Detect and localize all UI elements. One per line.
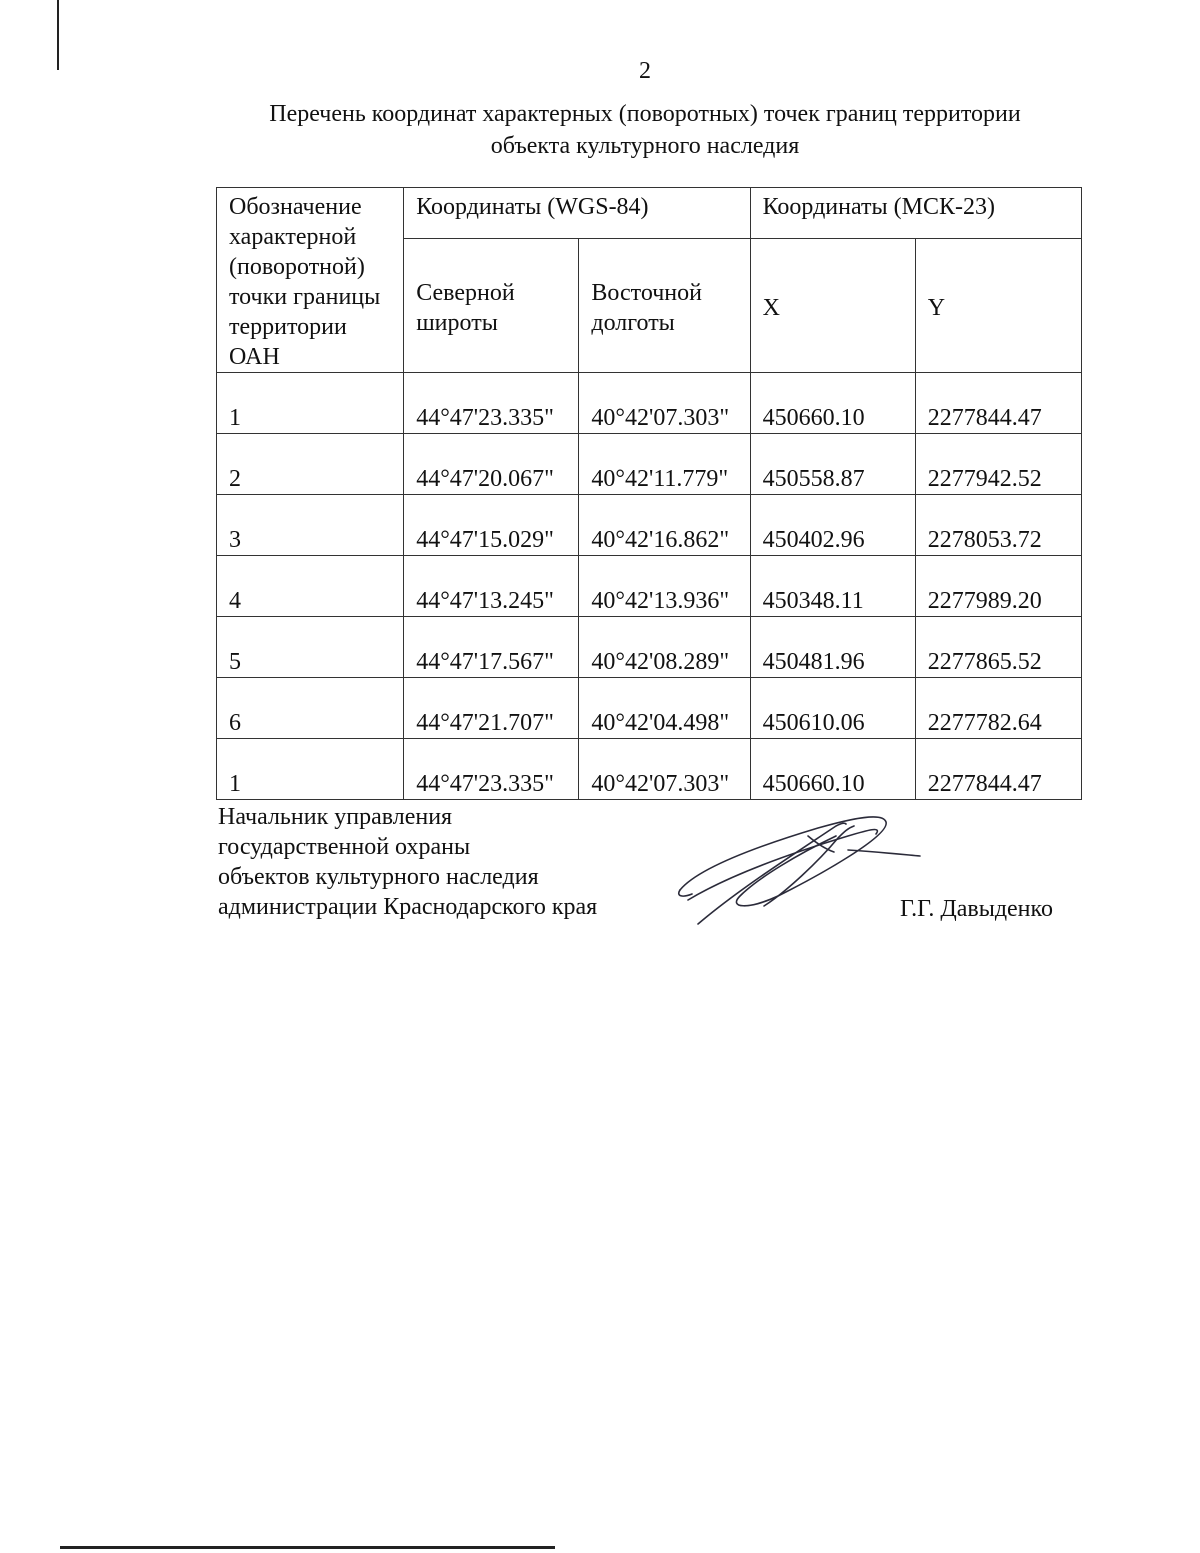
- cell-point: 3: [217, 495, 404, 556]
- cell-point: 1: [217, 739, 404, 800]
- table-row: [217, 373, 1082, 434]
- cell-point: 5: [217, 617, 404, 678]
- cell-x: 450610.06: [750, 678, 915, 739]
- table-row: [217, 678, 1082, 739]
- cell-north: 44°47'23.335": [404, 373, 579, 434]
- cell-x: 450660.10: [750, 373, 915, 434]
- cell-north: 44°47'20.067": [404, 434, 579, 495]
- document-title-line-2: объекта культурного наследия: [490, 133, 800, 159]
- cell-north: 44°47'15.029": [404, 495, 579, 556]
- cell-point: 4: [217, 556, 404, 617]
- document-title-line-1: Перечень координат характерных (поворотных) точек границ территории: [269, 101, 1021, 127]
- cell-east: 40°42'08.289": [579, 617, 750, 678]
- document-title: [180, 98, 1110, 162]
- header-wgs84: Координаты (WGS-84): [404, 188, 750, 239]
- cell-y: 2277782.64: [915, 678, 1081, 739]
- table-row: [217, 739, 1082, 800]
- cell-point: 1: [217, 373, 404, 434]
- cell-y: 2277942.52: [915, 434, 1081, 495]
- signer-position-line: администрации Краснодарского края: [218, 894, 598, 920]
- cell-x: 450348.11: [750, 556, 915, 617]
- signer-name: Г.Г. Давыденко: [900, 896, 1053, 922]
- subheader-y: Y: [915, 239, 1081, 373]
- cell-point: 2: [217, 434, 404, 495]
- cell-east: 40°42'07.303": [579, 373, 750, 434]
- cell-x: 450481.96: [750, 617, 915, 678]
- cell-y: 2278053.72: [915, 495, 1081, 556]
- coordinates-table: [216, 187, 1082, 800]
- subheader-north-latitude: Северной широты: [404, 239, 579, 373]
- subheader-east-longitude: Восточной долготы: [579, 239, 750, 373]
- signer-position: [218, 802, 678, 922]
- cell-x: 450402.96: [750, 495, 915, 556]
- cell-x: 450660.10: [750, 739, 915, 800]
- cell-point: 6: [217, 678, 404, 739]
- cell-y: 2277989.20: [915, 556, 1081, 617]
- handwritten-signature: [668, 806, 928, 936]
- table-row: [217, 495, 1082, 556]
- table-header-row: [217, 188, 1082, 239]
- cell-east: 40°42'16.862": [579, 495, 750, 556]
- cell-east: 40°42'11.779": [579, 434, 750, 495]
- header-msk23: Координаты (МСК-23): [750, 188, 1081, 239]
- table-row: [217, 434, 1082, 495]
- subheader-x: X: [750, 239, 915, 373]
- signer-position-line: объектов культурного наследия: [218, 864, 539, 890]
- page-number: 2: [639, 58, 651, 84]
- cell-north: 44°47'23.335": [404, 739, 579, 800]
- table-row: [217, 617, 1082, 678]
- cell-y: 2277865.52: [915, 617, 1081, 678]
- cell-x: 450558.87: [750, 434, 915, 495]
- cell-east: 40°42'07.303": [579, 739, 750, 800]
- cell-east: 40°42'04.498": [579, 678, 750, 739]
- cell-y: 2277844.47: [915, 373, 1081, 434]
- cell-north: 44°47'21.707": [404, 678, 579, 739]
- table-row: [217, 556, 1082, 617]
- signer-position-line: Начальник управления: [218, 804, 453, 830]
- scan-edge-bottom: [60, 1546, 555, 1549]
- header-point-designation: Обозначение характерной (поворотной) точки границы территории ОАН: [217, 188, 404, 373]
- cell-east: 40°42'13.936": [579, 556, 750, 617]
- cell-north: 44°47'13.245": [404, 556, 579, 617]
- cell-y: 2277844.47: [915, 739, 1081, 800]
- signer-position-line: государственной охраны: [218, 834, 471, 860]
- cell-north: 44°47'17.567": [404, 617, 579, 678]
